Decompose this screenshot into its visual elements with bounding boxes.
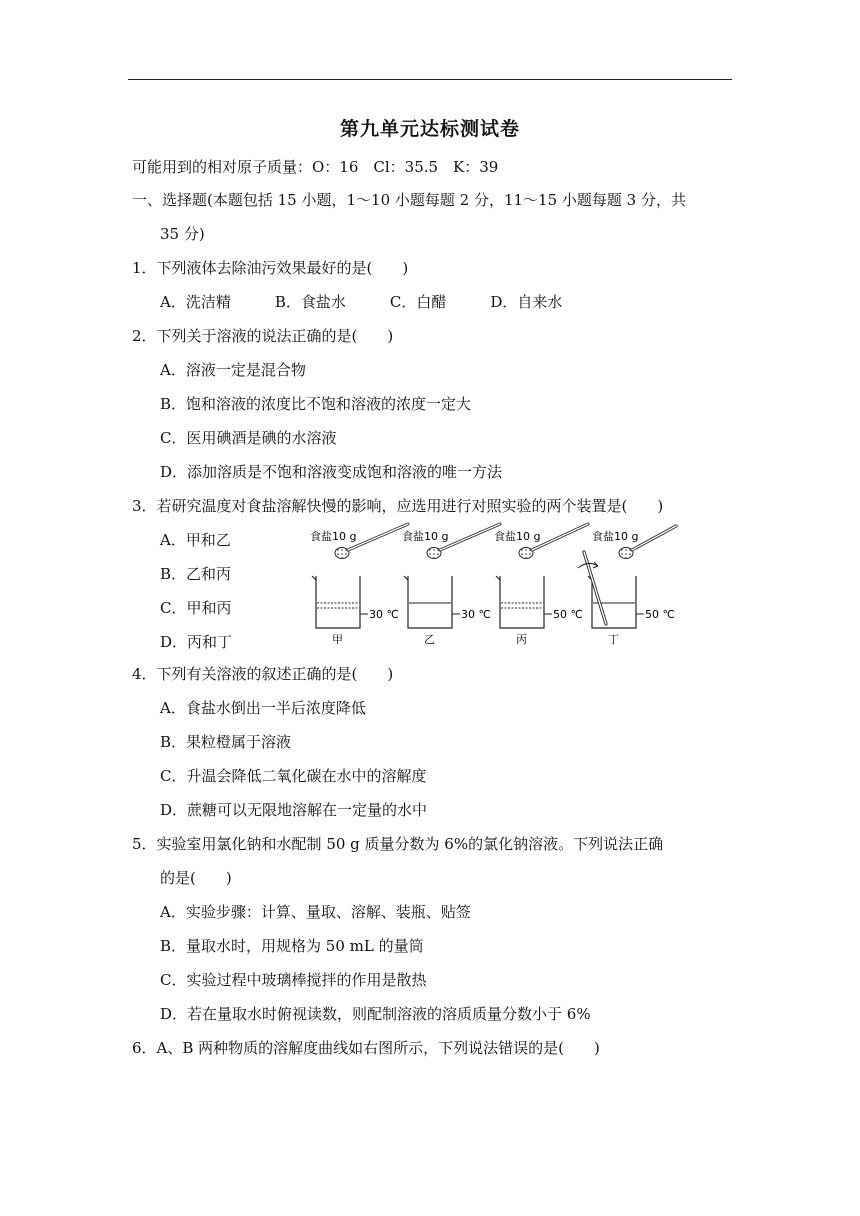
question-3-stem: 3．若研究温度对食盐溶解快慢的影响，应选用进行对照实验的两个装置是( ) xyxy=(132,497,664,515)
question-4-option-d: D．蔗糖可以无限地溶解在一定量的水中 xyxy=(160,801,428,819)
spoon-label: 食盐10 g xyxy=(402,530,449,543)
spoon-label: 食盐10 g xyxy=(592,530,639,543)
question-4-option-c: C．升温会降低二氧化碳在水中的溶解度 xyxy=(160,767,427,785)
question-5-option-a: A．实验步骤：计算、量取、溶解、装瓶、贴签 xyxy=(160,903,471,921)
question-5-stem: 5．实验室用氯化钠和水配制 50 g 质量分数为 6%的氯化钠溶液。下列说法正确 xyxy=(132,835,664,853)
spoon-label: 食盐10 g xyxy=(494,530,541,543)
beaker-yi xyxy=(402,524,500,646)
question-5-option-d: D．若在量取水时俯视读数，则配制溶液的溶质质量分数小于 6% xyxy=(160,1005,591,1023)
question-5-option-c: C．实验过程中玻璃棒搅拌的作用是散热 xyxy=(160,971,427,989)
question-4-option-a: A．食盐水倒出一半后浓度降低 xyxy=(160,699,366,717)
atomic-masses: 可能用到的相对原子质量：O：16 Cl：35.5 K：39 xyxy=(132,158,499,176)
question-3-option-c: C．甲和丙 xyxy=(160,599,232,617)
spoon-label: 食盐10 g xyxy=(310,530,357,543)
question-6-stem: 6．A、B 两种物质的溶解度曲线如右图所示，下列说法错误的是( ) xyxy=(132,1039,600,1057)
question-2-option-a: A．溶液一定是混合物 xyxy=(160,361,306,379)
question-1-option-c: C．白醋 xyxy=(389,293,447,311)
beaker-ding xyxy=(578,526,676,646)
beaker-name: 丁 xyxy=(608,633,619,646)
question-4-stem: 4．下列有关溶液的叙述正确的是( ) xyxy=(132,665,394,683)
section-heading-cont: 35 分) xyxy=(160,225,205,243)
question-5-stem-cont: 的是( ) xyxy=(160,869,232,887)
question-4-option-b: B．果粒橙属于溶液 xyxy=(160,733,292,751)
question-1-option-b: B．食盐水 xyxy=(274,293,346,311)
beaker-bing xyxy=(494,524,588,646)
question-3-option-d: D．丙和丁 xyxy=(160,633,233,651)
question-2-option-c: C．医用碘酒是碘的水溶液 xyxy=(160,429,337,447)
question-5-option-b: B．量取水时，用规格为 50 mL 的量筒 xyxy=(160,937,424,955)
beaker-name: 甲 xyxy=(332,633,343,646)
beaker-experiment-figure xyxy=(300,520,680,648)
beaker-temp: 50 ℃ xyxy=(553,608,583,621)
question-1-stem: 1．下列液体去除油污效果最好的是( ) xyxy=(132,259,409,277)
question-1-option-a: A．洗洁精 xyxy=(160,293,231,311)
beaker-name: 乙 xyxy=(424,633,435,646)
beaker-jia xyxy=(310,524,408,646)
question-1-option-d: D．自来水 xyxy=(490,293,563,311)
page-title: 第九单元达标测试卷 xyxy=(339,118,520,140)
question-2-stem: 2．下列关于溶液的说法正确的是( ) xyxy=(132,327,394,345)
question-3-option-b: B．乙和丙 xyxy=(160,565,232,583)
question-1-options xyxy=(160,292,606,312)
beaker-temp: 50 ℃ xyxy=(645,608,675,621)
question-3-option-a: A．甲和乙 xyxy=(160,531,231,549)
beaker-temp: 30 ℃ xyxy=(461,608,491,621)
beaker-temp: 30 ℃ xyxy=(369,608,399,621)
question-2-option-d: D．添加溶质是不饱和溶液变成饱和溶液的唯一方法 xyxy=(160,463,503,481)
beaker-icon xyxy=(500,576,544,628)
beaker-name: 丙 xyxy=(516,633,527,646)
section-heading: 一、选择题(本题包括 15 小题，1～10 小题每题 2 分，11～15 小题每题 3 分，共 xyxy=(132,191,686,209)
question-2-option-b: B．饱和溶液的浓度比不饱和溶液的浓度一定大 xyxy=(160,395,472,413)
beaker-icon xyxy=(408,576,452,628)
header-rule xyxy=(128,79,732,80)
